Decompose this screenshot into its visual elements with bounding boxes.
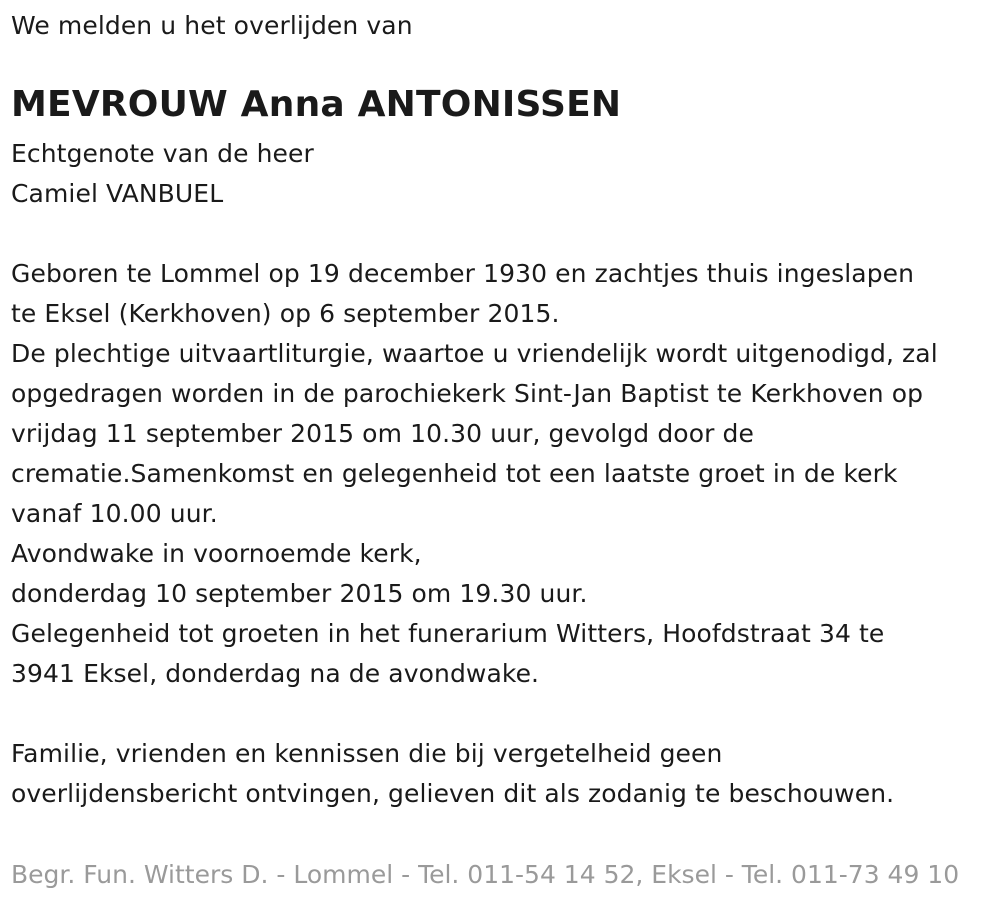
body-line: vanaf 10.00 uur.: [11, 499, 218, 528]
spouse-line: Camiel VANBUEL: [11, 179, 224, 208]
body-line: vrijdag 11 september 2015 om 10.30 uur, gevolgd door de: [11, 419, 754, 448]
spouse-line: Echtgenote van de heer: [11, 139, 314, 168]
body-line: te Eksel (Kerkhoven) op 6 september 2015.: [11, 299, 560, 328]
funeral-home-footer: Begr. Fun. Witters D. - Lommel - Tel. 011-54 14 52, Eksel - Tel. 011-73 49 10: [11, 860, 960, 889]
deceased-name: MEVROUW Anna ANTONISSEN: [11, 84, 622, 125]
spouse-block: [11, 134, 314, 214]
body-line: Gelegenheid tot groeten in het funerarium Witters, Hoofdstraat 34 te: [11, 619, 885, 648]
notice-body: [11, 254, 938, 694]
closing-block: [11, 734, 894, 814]
closing-line: Familie, vrienden en kennissen die bij vergetelheid geen: [11, 739, 723, 768]
body-line: crematie.Samenkomst en gelegenheid tot een laatste groet in de kerk: [11, 459, 898, 488]
body-line: 3941 Eksel, donderdag na de avondwake.: [11, 659, 540, 688]
intro-text: We melden u het overlijden van: [11, 11, 413, 40]
body-line: Geboren te Lommel op 19 december 1930 en zachtjes thuis ingeslapen: [11, 259, 915, 288]
body-line: opgedragen worden in de parochiekerk Sint-Jan Baptist te Kerkhoven op: [11, 379, 924, 408]
body-line: donderdag 10 september 2015 om 19.30 uur.: [11, 579, 588, 608]
body-line: Avondwake in voornoemde kerk,: [11, 539, 422, 568]
body-line: De plechtige uitvaartliturgie, waartoe u vriendelijk wordt uitgenodigd, zal: [11, 339, 938, 368]
closing-line: overlijdensbericht ontvingen, gelieven dit als zodanig te beschouwen.: [11, 779, 895, 808]
